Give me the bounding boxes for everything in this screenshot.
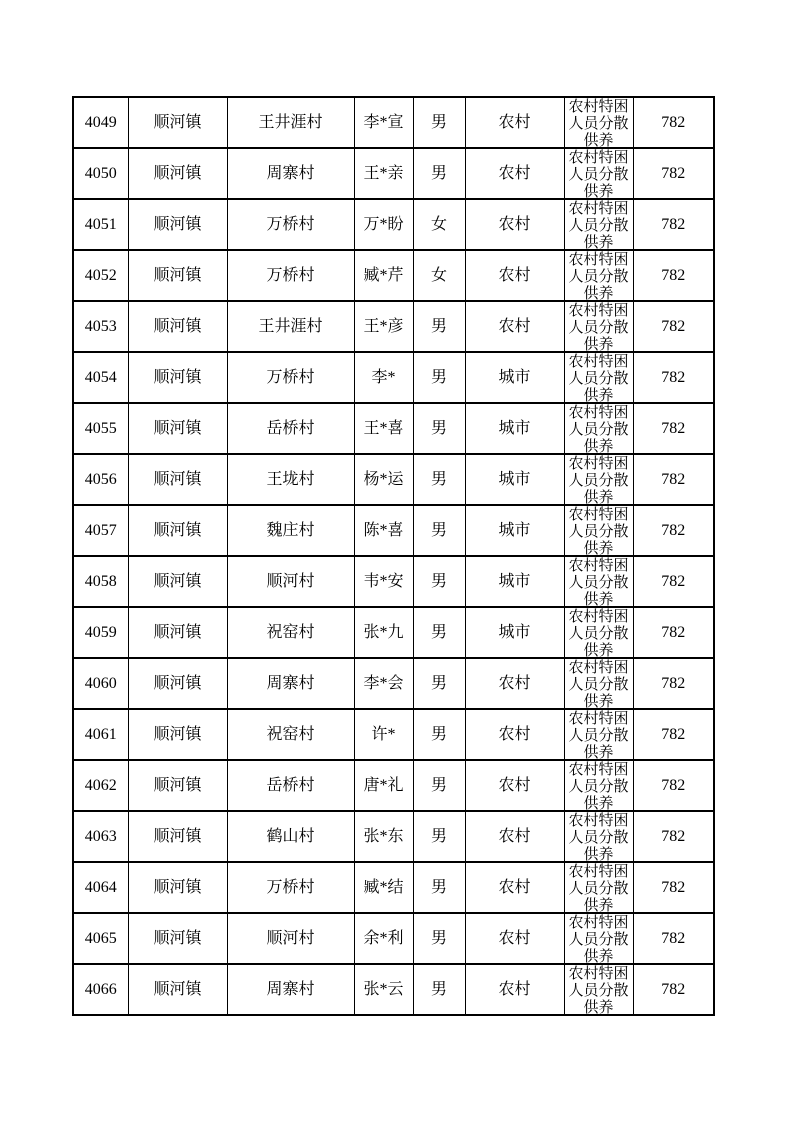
cell-serial-number: 4054 [73,352,128,403]
cell-residence-type: 农村 [465,760,564,811]
cell-residence-type: 农村 [465,913,564,964]
cell-support-category [564,403,633,454]
cell-support-category [564,148,633,199]
cell-amount: 782 [633,964,714,1015]
cell-serial-number: 4062 [73,760,128,811]
cell-person-name: 杨*运 [354,454,413,505]
cell-village: 王垅村 [227,454,354,505]
cell-person-name: 陈*喜 [354,505,413,556]
cell-village: 周寨村 [227,964,354,1015]
table-row [73,250,714,301]
cell-town: 顺河镇 [128,250,227,301]
cell-residence-type: 农村 [465,964,564,1015]
cell-gender: 男 [413,607,465,658]
cell-serial-number: 4065 [73,913,128,964]
cell-town: 顺河镇 [128,199,227,250]
cell-town: 顺河镇 [128,862,227,913]
cell-village: 魏庄村 [227,505,354,556]
table-row [73,199,714,250]
cell-village: 岳桥村 [227,760,354,811]
cell-residence-type: 农村 [465,709,564,760]
cell-support-category [564,607,633,658]
cell-town: 顺河镇 [128,913,227,964]
cell-residence-type: 农村 [465,811,564,862]
cell-town: 顺河镇 [128,607,227,658]
support-category-text: 农村特困人员分散供养 [568,507,629,555]
cell-residence-type: 城市 [465,352,564,403]
cell-amount: 782 [633,760,714,811]
table-row [73,556,714,607]
cell-support-category [564,964,633,1015]
cell-residence-type: 城市 [465,403,564,454]
cell-support-category [564,352,633,403]
cell-gender: 男 [413,862,465,913]
cell-gender: 女 [413,250,465,301]
cell-serial-number: 4060 [73,658,128,709]
cell-amount: 782 [633,862,714,913]
cell-person-name: 李*宣 [354,97,413,148]
cell-amount: 782 [633,607,714,658]
table-row [73,862,714,913]
cell-amount: 782 [633,97,714,148]
table-row [73,811,714,862]
cell-serial-number: 4053 [73,301,128,352]
cell-residence-type: 农村 [465,250,564,301]
cell-support-category [564,709,633,760]
table-row [73,352,714,403]
cell-person-name: 王*亲 [354,148,413,199]
support-category-text: 农村特困人员分散供养 [568,966,629,1014]
support-category-text: 农村特困人员分散供养 [568,915,629,963]
cell-residence-type: 农村 [465,148,564,199]
cell-gender: 男 [413,556,465,607]
cell-village: 万桥村 [227,250,354,301]
table-row [73,454,714,505]
cell-person-name: 余*利 [354,913,413,964]
cell-person-name: 张*云 [354,964,413,1015]
support-category-text: 农村特困人员分散供养 [568,813,629,861]
cell-village: 鹤山村 [227,811,354,862]
table-row [73,709,714,760]
cell-person-name: 张*东 [354,811,413,862]
cell-serial-number: 4059 [73,607,128,658]
cell-amount: 782 [633,403,714,454]
cell-gender: 男 [413,709,465,760]
table-row [73,964,714,1015]
cell-serial-number: 4058 [73,556,128,607]
cell-village: 岳桥村 [227,403,354,454]
cell-person-name: 唐*礼 [354,760,413,811]
cell-town: 顺河镇 [128,811,227,862]
cell-support-category [564,505,633,556]
support-category-text: 农村特困人员分散供养 [568,150,629,198]
table-row [73,658,714,709]
cell-town: 顺河镇 [128,505,227,556]
cell-village: 周寨村 [227,658,354,709]
table-row [73,301,714,352]
table-row [73,607,714,658]
cell-gender: 男 [413,964,465,1015]
cell-person-name: 万*盼 [354,199,413,250]
cell-amount: 782 [633,556,714,607]
cell-serial-number: 4050 [73,148,128,199]
support-category-text: 农村特困人员分散供养 [568,864,629,912]
cell-gender: 男 [413,658,465,709]
cell-support-category [564,913,633,964]
support-category-text: 农村特困人员分散供养 [568,252,629,300]
cell-village: 祝窑村 [227,709,354,760]
cell-town: 顺河镇 [128,964,227,1015]
cell-amount: 782 [633,811,714,862]
support-category-text: 农村特困人员分散供养 [568,609,629,657]
cell-support-category [564,760,633,811]
cell-gender: 女 [413,199,465,250]
cell-village: 周寨村 [227,148,354,199]
support-category-text: 农村特困人员分散供养 [568,303,629,351]
cell-village: 顺河村 [227,556,354,607]
support-category-text: 农村特困人员分散供养 [568,762,629,810]
cell-village: 万桥村 [227,199,354,250]
cell-serial-number: 4051 [73,199,128,250]
cell-support-category [564,97,633,148]
cell-support-category [564,862,633,913]
cell-residence-type: 城市 [465,454,564,505]
table-row [73,760,714,811]
cell-support-category [564,658,633,709]
cell-support-category [564,250,633,301]
cell-serial-number: 4049 [73,97,128,148]
cell-residence-type: 城市 [465,556,564,607]
cell-residence-type: 城市 [465,505,564,556]
support-category-text: 农村特困人员分散供养 [568,99,629,147]
cell-gender: 男 [413,352,465,403]
cell-town: 顺河镇 [128,556,227,607]
cell-residence-type: 农村 [465,658,564,709]
cell-gender: 男 [413,913,465,964]
cell-amount: 782 [633,913,714,964]
cell-gender: 男 [413,505,465,556]
cell-village: 王井涯村 [227,301,354,352]
cell-town: 顺河镇 [128,301,227,352]
cell-serial-number: 4063 [73,811,128,862]
support-category-text: 农村特困人员分散供养 [568,711,629,759]
cell-person-name: 李*会 [354,658,413,709]
cell-gender: 男 [413,760,465,811]
cell-support-category [564,811,633,862]
cell-village: 王井涯村 [227,97,354,148]
cell-town: 顺河镇 [128,658,227,709]
cell-amount: 782 [633,148,714,199]
cell-person-name: 许* [354,709,413,760]
support-category-text: 农村特困人员分散供养 [568,558,629,606]
support-category-text: 农村特困人员分散供养 [568,660,629,708]
cell-residence-type: 城市 [465,607,564,658]
cell-village: 顺河村 [227,913,354,964]
cell-person-name: 臧*芹 [354,250,413,301]
cell-person-name: 韦*安 [354,556,413,607]
table-row [73,97,714,148]
cell-village: 万桥村 [227,352,354,403]
support-category-text: 农村特困人员分散供养 [568,456,629,504]
cell-support-category [564,199,633,250]
support-category-text: 农村特困人员分散供养 [568,201,629,249]
cell-town: 顺河镇 [128,454,227,505]
cell-town: 顺河镇 [128,352,227,403]
cell-gender: 男 [413,301,465,352]
cell-serial-number: 4056 [73,454,128,505]
cell-amount: 782 [633,505,714,556]
cell-village: 万桥村 [227,862,354,913]
cell-amount: 782 [633,709,714,760]
cell-residence-type: 农村 [465,862,564,913]
table-body [73,97,714,1015]
support-category-text: 农村特困人员分散供养 [568,354,629,402]
cell-support-category [564,556,633,607]
cell-amount: 782 [633,301,714,352]
cell-amount: 782 [633,352,714,403]
cell-gender: 男 [413,403,465,454]
cell-town: 顺河镇 [128,97,227,148]
table-row [73,913,714,964]
cell-amount: 782 [633,454,714,505]
cell-amount: 782 [633,199,714,250]
table-row [73,148,714,199]
cell-gender: 男 [413,97,465,148]
cell-amount: 782 [633,250,714,301]
cell-residence-type: 农村 [465,301,564,352]
cell-town: 顺河镇 [128,148,227,199]
cell-town: 顺河镇 [128,760,227,811]
cell-serial-number: 4057 [73,505,128,556]
cell-residence-type: 农村 [465,97,564,148]
cell-serial-number: 4066 [73,964,128,1015]
cell-person-name: 张*九 [354,607,413,658]
cell-gender: 男 [413,811,465,862]
cell-town: 顺河镇 [128,709,227,760]
beneficiary-table [72,96,715,1016]
cell-person-name: 王*喜 [354,403,413,454]
cell-serial-number: 4064 [73,862,128,913]
cell-serial-number: 4055 [73,403,128,454]
table-row [73,403,714,454]
cell-support-category [564,301,633,352]
cell-support-category [564,454,633,505]
support-category-text: 农村特困人员分散供养 [568,405,629,453]
cell-person-name: 王*彦 [354,301,413,352]
cell-town: 顺河镇 [128,403,227,454]
cell-serial-number: 4061 [73,709,128,760]
cell-gender: 男 [413,454,465,505]
cell-person-name: 臧*结 [354,862,413,913]
cell-residence-type: 农村 [465,199,564,250]
cell-person-name: 李* [354,352,413,403]
cell-serial-number: 4052 [73,250,128,301]
cell-amount: 782 [633,658,714,709]
table-row [73,505,714,556]
cell-gender: 男 [413,148,465,199]
cell-village: 祝窑村 [227,607,354,658]
